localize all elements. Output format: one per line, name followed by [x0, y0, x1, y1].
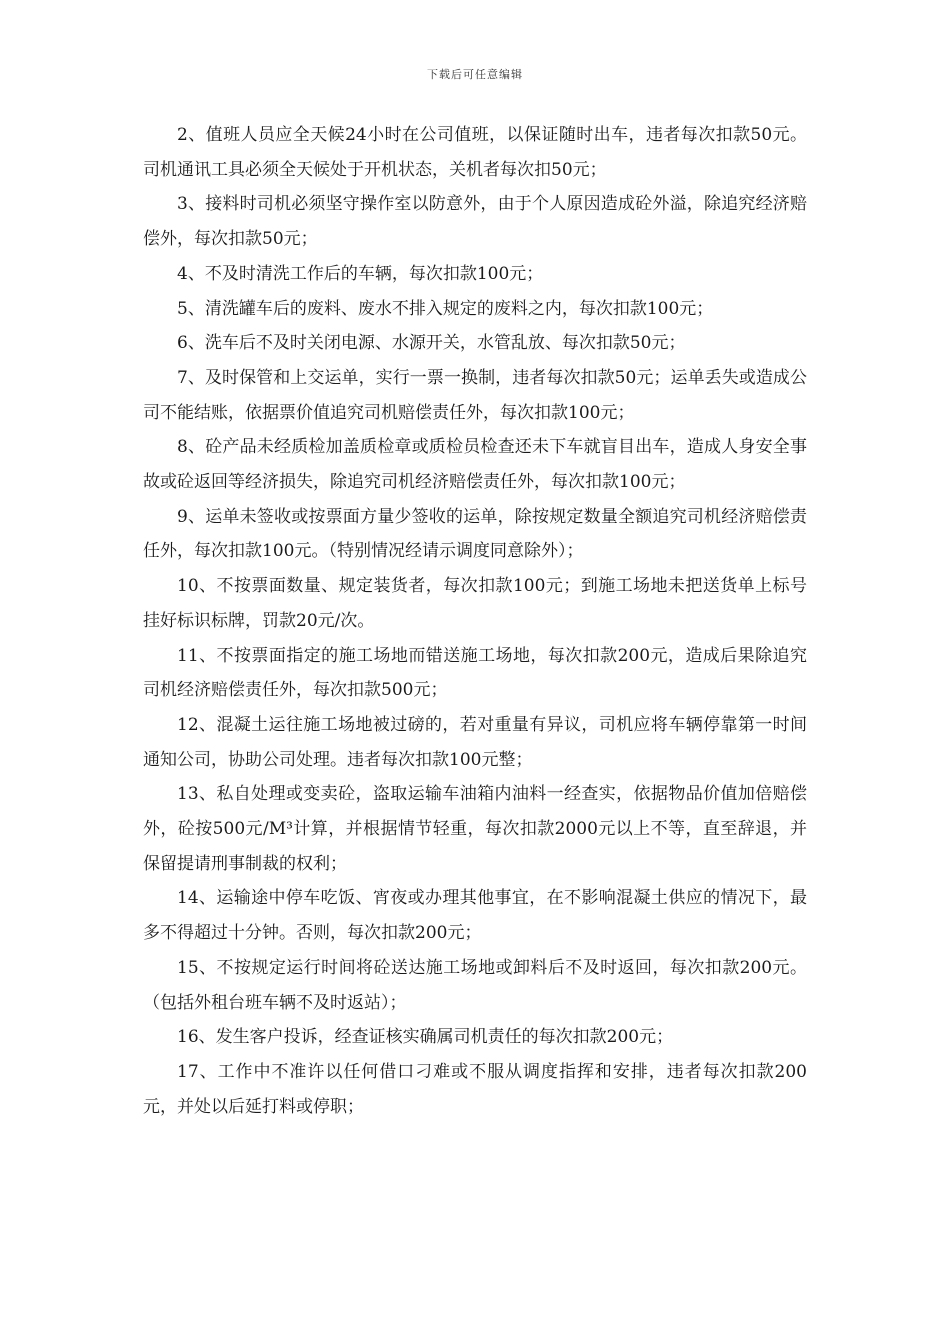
- rule-paragraph-3: 3、接料时司机必须坚守操作室以防意外，由于个人原因造成砼外溢，除追究经济赔偿外，每次扣款50元；: [143, 194, 807, 250]
- rule-paragraph-5: 5、清洗罐车后的废料、废水不排入规定的废料之内，每次扣款100元；: [177, 298, 714, 319]
- rule-paragraph-2: 2、值班人员应全天候24小时在公司值班，以保证随时出车，违者每次扣款50元。司机通讯工具必须全天候处于开机状态，关机者每次扣50元；: [143, 125, 807, 180]
- rule-paragraph-9: 9、运单未签收或按票面方量少签收的运单，除按规定数量全额追究司机经济赔偿责任外，每次扣款100元。（特别情况经请示调度同意除外）；: [143, 506, 807, 562]
- rule-paragraph-6: 6、洗车后不及时关闭电源、水源开关，水管乱放、每次扣款50元；: [177, 333, 686, 354]
- rule-paragraph-17: 17、工作中不准许以任何借口刁难或不服从调度指挥和安排，违者每次扣款200元，并处以后延打料或停职；: [143, 1061, 807, 1117]
- rule-paragraph-7: 7、及时保管和上交运单，实行一票一换制，违者每次扣款50元；运单丢失或造成公司不能结账，依据票价值追究司机赔偿责任外，每次扣款100元；: [143, 367, 807, 423]
- rule-paragraph-11: 11、不按票面指定的施工场地而错送施工场地，每次扣款200元，造成后果除追究司机经济赔偿责任外，每次扣款500元；: [143, 645, 807, 701]
- rule-paragraph-12: 12、混凝土运往施工场地被过磅的，若对重量有异议，司机应将车辆停靠第一时间通知公司，协助公司处理。违者每次扣款100元整；: [143, 714, 807, 770]
- rule-paragraph-16: 16、发生客户投诉，经查证核实确属司机责任的每次扣款200元；: [177, 1027, 674, 1048]
- rule-paragraph-8: 8、砼产品未经质检加盖质检章或质检员检查还未下车就盲目出车，造成人身安全事故或砼返回等经济损失，除追究司机经济赔偿责任外，每次扣款100元；: [143, 437, 807, 493]
- rule-paragraph-15: 15、不按规定运行时间将砼送达施工场地或卸料后不及时返回，每次扣款200元。（包括外租台班车辆不及时返站）；: [143, 957, 807, 1013]
- header-note: 下载后可任意编辑: [427, 68, 523, 81]
- rule-paragraph-14: 14、运输途中停车吃饭、宵夜或办理其他事宜，在不影响混凝土供应的情况下，最多不得超过十分钟。否则，每次扣款200元；: [143, 888, 807, 944]
- rule-paragraph-10: 10、不按票面数量、规定装货者，每次扣款100元；到施工场地未把送货单上标号挂好标识标牌，罚款20元/次。: [143, 576, 807, 631]
- document-body: [143, 118, 807, 1124]
- rule-paragraph-4: 4、不及时清洗工作后的车辆，每次扣款100元；: [177, 263, 544, 284]
- rule-paragraph-13: 13、私自处理或变卖砼，盗取运输车油箱内油料一经查实，依据物品价值加倍赔偿外，砼按500元/M³计算，并根据情节轻重，每次扣款2000元以上不等，直至辞退，并保留提请刑事制裁的权利；: [143, 784, 807, 874]
